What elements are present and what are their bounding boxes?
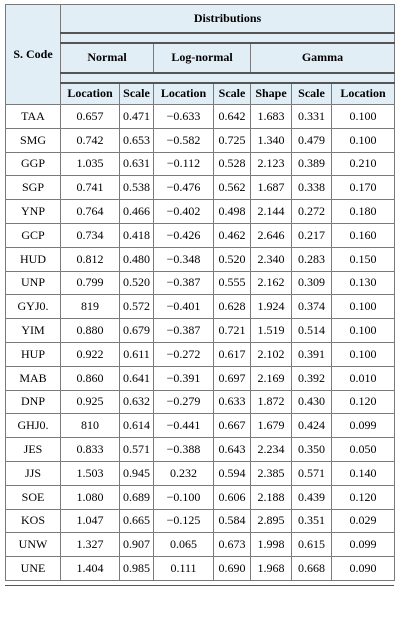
cell-gamma-location: 0.180 — [332, 200, 395, 224]
cell-station-code: HUP — [6, 342, 61, 366]
cell-gamma-location: 0.010 — [332, 366, 395, 390]
cell-station-code: GGP — [6, 152, 61, 176]
cell-gamma-scale: 0.439 — [292, 485, 332, 509]
cell-gamma-scale: 0.392 — [292, 366, 332, 390]
cell-gamma-shape: 1.968 — [251, 557, 292, 581]
cell-normal-scale: 0.418 — [120, 223, 154, 247]
table-row — [6, 128, 395, 152]
cell-gamma-location: 0.100 — [332, 128, 395, 152]
cell-gamma-scale: 0.479 — [292, 128, 332, 152]
cell-gamma-scale: 0.351 — [292, 509, 332, 533]
cell-lognormal-location: −0.441 — [154, 414, 214, 438]
cell-lognormal-scale: 0.584 — [214, 509, 251, 533]
cell-station-code: JJS — [6, 461, 61, 485]
cell-gamma-shape: 2.340 — [251, 247, 292, 271]
cell-station-code: JES — [6, 438, 61, 462]
cell-station-code: UNP — [6, 271, 61, 295]
cell-lognormal-scale: 0.555 — [214, 271, 251, 295]
cell-normal-scale: 0.689 — [120, 485, 154, 509]
cell-gamma-shape: 2.169 — [251, 366, 292, 390]
cell-normal-scale: 0.571 — [120, 438, 154, 462]
cell-gamma-location: 0.160 — [332, 223, 395, 247]
cell-gamma-shape: 2.162 — [251, 271, 292, 295]
cell-gamma-shape: 1.872 — [251, 390, 292, 414]
cell-normal-location: 1.047 — [61, 509, 120, 533]
cell-gamma-scale: 0.283 — [292, 247, 332, 271]
table-row — [6, 366, 395, 390]
cell-gamma-scale: 0.217 — [292, 223, 332, 247]
subheader-normal-location: Location — [61, 83, 120, 105]
cell-gamma-location: 0.210 — [332, 152, 395, 176]
cell-normal-location: 0.860 — [61, 366, 120, 390]
cell-lognormal-location: −0.387 — [154, 319, 214, 343]
cell-gamma-location: 0.099 — [332, 414, 395, 438]
cell-gamma-scale: 0.668 — [292, 557, 332, 581]
cell-gamma-location: 0.100 — [332, 295, 395, 319]
cell-normal-scale: 0.679 — [120, 319, 154, 343]
cell-normal-scale: 0.611 — [120, 342, 154, 366]
cell-lognormal-scale: 0.520 — [214, 247, 251, 271]
cell-gamma-location: 0.029 — [332, 509, 395, 533]
cell-normal-scale: 0.480 — [120, 247, 154, 271]
table-row — [6, 295, 395, 319]
cell-lognormal-scale: 0.594 — [214, 461, 251, 485]
cell-gamma-shape: 1.679 — [251, 414, 292, 438]
cell-gamma-location: 0.100 — [332, 105, 395, 129]
cell-gamma-scale: 0.430 — [292, 390, 332, 414]
cell-station-code: HUD — [6, 247, 61, 271]
cell-gamma-shape: 1.998 — [251, 533, 292, 557]
cell-normal-location: 1.327 — [61, 533, 120, 557]
table-row — [6, 247, 395, 271]
cell-normal-scale: 0.632 — [120, 390, 154, 414]
table-row — [6, 200, 395, 224]
cell-normal-scale: 0.572 — [120, 295, 154, 319]
cell-normal-location: 0.925 — [61, 390, 120, 414]
cell-lognormal-location: −0.272 — [154, 342, 214, 366]
cell-normal-scale: 0.520 — [120, 271, 154, 295]
cell-lognormal-location: −0.112 — [154, 152, 214, 176]
cell-gamma-location: 0.120 — [332, 485, 395, 509]
table-row — [6, 485, 395, 509]
cell-gamma-scale: 0.615 — [292, 533, 332, 557]
cell-normal-scale: 0.538 — [120, 176, 154, 200]
cell-normal-scale: 0.471 — [120, 105, 154, 129]
cell-normal-location: 1.503 — [61, 461, 120, 485]
cell-gamma-shape: 1.340 — [251, 128, 292, 152]
cell-station-code: SGP — [6, 176, 61, 200]
cell-lognormal-scale: 0.667 — [214, 414, 251, 438]
cell-gamma-location: 0.090 — [332, 557, 395, 581]
cell-lognormal-location: 0.111 — [154, 557, 214, 581]
table-body — [6, 105, 395, 581]
subheader-lognormal-scale: Scale — [214, 83, 251, 105]
cell-normal-location: 0.922 — [61, 342, 120, 366]
cell-lognormal-location: 0.065 — [154, 533, 214, 557]
cell-normal-scale: 0.641 — [120, 366, 154, 390]
cell-station-code: SOE — [6, 485, 61, 509]
cell-gamma-shape: 2.123 — [251, 152, 292, 176]
cell-lognormal-location: −0.279 — [154, 390, 214, 414]
cell-station-code: YNP — [6, 200, 61, 224]
cell-normal-location: 0.833 — [61, 438, 120, 462]
cell-normal-location: 0.812 — [61, 247, 120, 271]
table-row — [6, 152, 395, 176]
header-family-gamma: Gamma — [251, 43, 395, 73]
cell-lognormal-location: −0.633 — [154, 105, 214, 129]
cell-lognormal-location: −0.100 — [154, 485, 214, 509]
cell-gamma-shape: 2.144 — [251, 200, 292, 224]
cell-gamma-location: 0.100 — [332, 319, 395, 343]
cell-gamma-scale: 0.350 — [292, 438, 332, 462]
cell-normal-location: 810 — [61, 414, 120, 438]
cell-gamma-shape: 1.924 — [251, 295, 292, 319]
cell-normal-scale: 0.945 — [120, 461, 154, 485]
cell-lognormal-location: −0.426 — [154, 223, 214, 247]
cell-lognormal-location: −0.387 — [154, 271, 214, 295]
cell-gamma-scale: 0.424 — [292, 414, 332, 438]
cell-lognormal-location: 0.232 — [154, 461, 214, 485]
cell-normal-location: 1.035 — [61, 152, 120, 176]
cell-normal-scale: 0.631 — [120, 152, 154, 176]
cell-gamma-location: 0.150 — [332, 247, 395, 271]
cell-lognormal-location: −0.582 — [154, 128, 214, 152]
cell-station-code: SMG — [6, 128, 61, 152]
cell-gamma-location: 0.100 — [332, 342, 395, 366]
header-scode: S. Code — [6, 5, 61, 105]
cell-normal-location: 0.741 — [61, 176, 120, 200]
cell-lognormal-location: −0.476 — [154, 176, 214, 200]
cell-normal-location: 0.799 — [61, 271, 120, 295]
cell-lognormal-scale: 0.462 — [214, 223, 251, 247]
cell-lognormal-scale: 0.690 — [214, 557, 251, 581]
cell-normal-scale: 0.985 — [120, 557, 154, 581]
cell-gamma-shape: 2.646 — [251, 223, 292, 247]
cell-gamma-scale: 0.309 — [292, 271, 332, 295]
cell-normal-location: 0.734 — [61, 223, 120, 247]
table-row — [6, 223, 395, 247]
cell-gamma-location: 0.170 — [332, 176, 395, 200]
cell-lognormal-scale: 0.725 — [214, 128, 251, 152]
cell-lognormal-scale: 0.528 — [214, 152, 251, 176]
cell-station-code: DNP — [6, 390, 61, 414]
cell-normal-location: 0.764 — [61, 200, 120, 224]
cell-normal-location: 0.657 — [61, 105, 120, 129]
cell-gamma-scale: 0.272 — [292, 200, 332, 224]
cell-gamma-scale: 0.571 — [292, 461, 332, 485]
cell-normal-scale: 0.653 — [120, 128, 154, 152]
distribution-table-container — [5, 4, 394, 586]
cell-gamma-location: 0.130 — [332, 271, 395, 295]
table-row — [6, 271, 395, 295]
cell-lognormal-location: −0.401 — [154, 295, 214, 319]
cell-gamma-scale: 0.391 — [292, 342, 332, 366]
table-row — [6, 461, 395, 485]
header-distributions: Distributions — [61, 5, 395, 33]
cell-station-code: GYJ0. — [6, 295, 61, 319]
table-row — [6, 533, 395, 557]
cell-gamma-scale: 0.338 — [292, 176, 332, 200]
header-rule — [61, 33, 395, 43]
table-row — [6, 414, 395, 438]
cell-gamma-shape: 1.683 — [251, 105, 292, 129]
cell-lognormal-scale: 0.617 — [214, 342, 251, 366]
header-rule — [61, 73, 395, 83]
cell-lognormal-scale: 0.673 — [214, 533, 251, 557]
header-family-normal: Normal — [61, 43, 154, 73]
cell-normal-location: 819 — [61, 295, 120, 319]
cell-lognormal-scale: 0.642 — [214, 105, 251, 129]
cell-lognormal-scale: 0.697 — [214, 366, 251, 390]
table-row — [6, 105, 395, 129]
cell-normal-scale: 0.466 — [120, 200, 154, 224]
cell-gamma-shape: 2.188 — [251, 485, 292, 509]
cell-lognormal-scale: 0.633 — [214, 390, 251, 414]
cell-station-code: YIM — [6, 319, 61, 343]
table-row — [6, 509, 395, 533]
cell-gamma-shape: 2.102 — [251, 342, 292, 366]
cell-normal-scale: 0.665 — [120, 509, 154, 533]
subheader-lognormal-location: Location — [154, 83, 214, 105]
cell-gamma-location: 0.050 — [332, 438, 395, 462]
header-family-lognormal: Log-normal — [154, 43, 251, 73]
table-row — [6, 557, 395, 581]
cell-gamma-location: 0.140 — [332, 461, 395, 485]
cell-lognormal-location: −0.125 — [154, 509, 214, 533]
cell-normal-location: 1.080 — [61, 485, 120, 509]
cell-normal-location: 0.742 — [61, 128, 120, 152]
cell-gamma-scale: 0.514 — [292, 319, 332, 343]
subheader-gamma-shape: Shape — [251, 83, 292, 105]
cell-normal-location: 1.404 — [61, 557, 120, 581]
subheader-normal-scale: Scale — [120, 83, 154, 105]
cell-gamma-shape: 2.895 — [251, 509, 292, 533]
table-row — [6, 342, 395, 366]
cell-gamma-shape: 1.519 — [251, 319, 292, 343]
cell-station-code: GCP — [6, 223, 61, 247]
cell-lognormal-location: −0.388 — [154, 438, 214, 462]
subheader-gamma-scale: Scale — [292, 83, 332, 105]
bottom-rule — [5, 585, 394, 586]
cell-gamma-location: 0.099 — [332, 533, 395, 557]
cell-lognormal-scale: 0.562 — [214, 176, 251, 200]
cell-station-code: UNW — [6, 533, 61, 557]
cell-lognormal-location: −0.402 — [154, 200, 214, 224]
cell-normal-scale: 0.614 — [120, 414, 154, 438]
table-row — [6, 319, 395, 343]
cell-station-code: GHJ0. — [6, 414, 61, 438]
cell-gamma-scale: 0.331 — [292, 105, 332, 129]
table-row — [6, 176, 395, 200]
table-row — [6, 438, 395, 462]
cell-station-code: UNE — [6, 557, 61, 581]
cell-lognormal-scale: 0.498 — [214, 200, 251, 224]
cell-lognormal-scale: 0.721 — [214, 319, 251, 343]
cell-normal-scale: 0.907 — [120, 533, 154, 557]
cell-normal-location: 0.880 — [61, 319, 120, 343]
cell-gamma-location: 0.120 — [332, 390, 395, 414]
cell-gamma-shape: 2.234 — [251, 438, 292, 462]
cell-gamma-shape: 2.385 — [251, 461, 292, 485]
cell-lognormal-location: −0.391 — [154, 366, 214, 390]
cell-gamma-scale: 0.389 — [292, 152, 332, 176]
distribution-table — [5, 4, 395, 581]
table-row — [6, 390, 395, 414]
cell-station-code: MAB — [6, 366, 61, 390]
cell-gamma-shape: 1.687 — [251, 176, 292, 200]
cell-lognormal-scale: 0.628 — [214, 295, 251, 319]
cell-lognormal-scale: 0.643 — [214, 438, 251, 462]
cell-station-code: KOS — [6, 509, 61, 533]
subheader-gamma-location: Location — [332, 83, 395, 105]
cell-gamma-scale: 0.374 — [292, 295, 332, 319]
cell-station-code: TAA — [6, 105, 61, 129]
cell-lognormal-location: −0.348 — [154, 247, 214, 271]
cell-lognormal-scale: 0.606 — [214, 485, 251, 509]
